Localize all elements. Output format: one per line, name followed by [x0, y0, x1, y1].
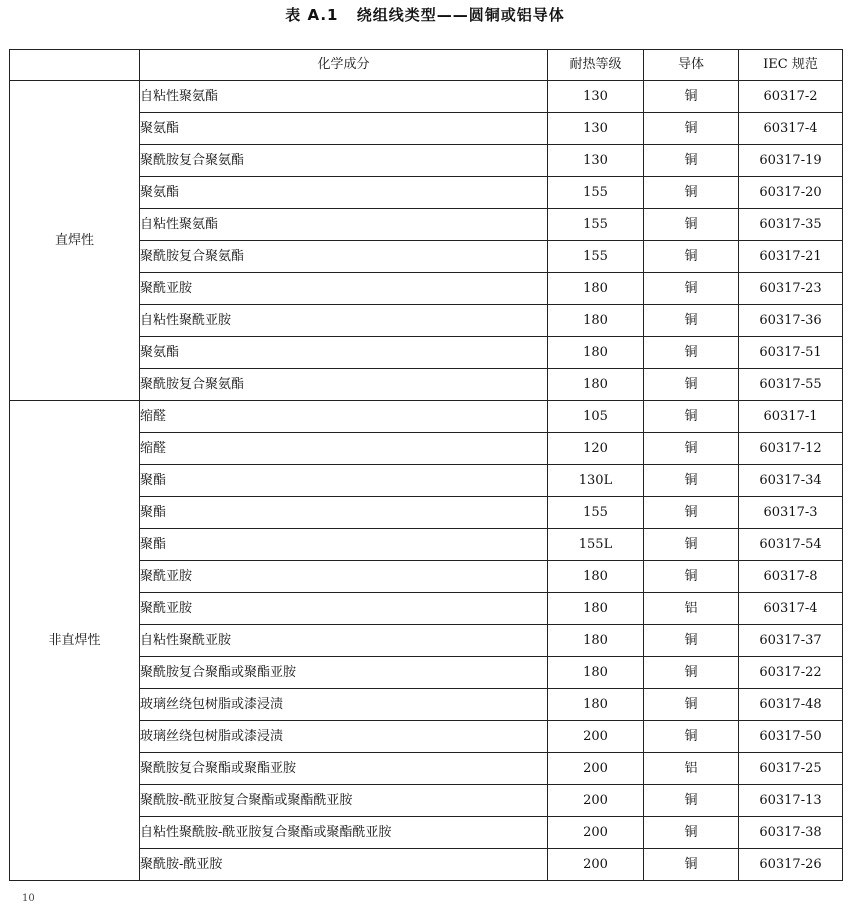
table-title: [0, 4, 850, 25]
conductor-cell: 铜: [644, 401, 739, 433]
chemical-composition-cell: 自粘性聚氨酯: [140, 81, 548, 113]
heat-class-cell: 180: [548, 305, 644, 337]
heat-class-cell: 155: [548, 177, 644, 209]
conductor-cell: 铜: [644, 785, 739, 817]
chemical-composition-cell: 玻璃丝绕包树脂或漆浸渍: [140, 721, 548, 753]
iec-spec-cell: 60317-4: [739, 113, 843, 145]
heat-class-cell: 180: [548, 337, 644, 369]
conductor-cell: 铜: [644, 561, 739, 593]
iec-spec-cell: 60317-23: [739, 273, 843, 305]
chemical-composition-cell: 自粘性聚氨酯: [140, 209, 548, 241]
iec-spec-cell: 60317-13: [739, 785, 843, 817]
chemical-composition-cell: 聚酰胺复合聚氨酯: [140, 145, 548, 177]
chemical-composition-cell: 缩醛: [140, 433, 548, 465]
heat-class-cell: 130: [548, 113, 644, 145]
header-conductor: 导体: [644, 50, 739, 81]
iec-spec-cell: 60317-34: [739, 465, 843, 497]
iec-spec-cell: 60317-48: [739, 689, 843, 721]
heat-class-cell: 130L: [548, 465, 644, 497]
heat-class-cell: 120: [548, 433, 644, 465]
heat-class-cell: 155L: [548, 529, 644, 561]
chemical-composition-cell: 自粘性聚酰亚胺: [140, 305, 548, 337]
iec-spec-cell: 60317-26: [739, 849, 843, 881]
iec-spec-cell: 60317-54: [739, 529, 843, 561]
chemical-composition-cell: 缩醛: [140, 401, 548, 433]
table-row: [10, 81, 843, 113]
conductor-cell: 铜: [644, 337, 739, 369]
heat-class-cell: 180: [548, 593, 644, 625]
chemical-composition-cell: 聚酰亚胺: [140, 273, 548, 305]
iec-spec-cell: 60317-35: [739, 209, 843, 241]
heat-class-cell: 180: [548, 273, 644, 305]
header-heat-class: 耐热等级: [548, 50, 644, 81]
chemical-composition-cell: 玻璃丝绕包树脂或漆浸渍: [140, 689, 548, 721]
chemical-composition-cell: 聚酯: [140, 497, 548, 529]
chemical-composition-cell: 自粘性聚酰胺-酰亚胺复合聚酯或聚酯酰亚胺: [140, 817, 548, 849]
conductor-cell: 铜: [644, 817, 739, 849]
iec-spec-cell: 60317-21: [739, 241, 843, 273]
chemical-composition-cell: 聚酰胺复合聚酯或聚酯亚胺: [140, 657, 548, 689]
iec-spec-cell: 60317-3: [739, 497, 843, 529]
chemical-composition-cell: 聚酯: [140, 465, 548, 497]
heat-class-cell: 155: [548, 241, 644, 273]
conductor-cell: 铝: [644, 593, 739, 625]
iec-spec-cell: 60317-4: [739, 593, 843, 625]
conductor-cell: 铜: [644, 625, 739, 657]
conductor-cell: 铜: [644, 721, 739, 753]
heat-class-cell: 200: [548, 849, 644, 881]
heat-class-cell: 200: [548, 753, 644, 785]
conductor-cell: 铜: [644, 177, 739, 209]
conductor-cell: 铜: [644, 849, 739, 881]
chemical-composition-cell: 聚酰胺-酰亚胺复合聚酯或聚酯酰亚胺: [140, 785, 548, 817]
iec-spec-cell: 60317-25: [739, 753, 843, 785]
conductor-cell: 铜: [644, 305, 739, 337]
iec-spec-cell: 60317-1: [739, 401, 843, 433]
heat-class-cell: 155: [548, 497, 644, 529]
chemical-composition-cell: 聚氨酯: [140, 177, 548, 209]
chemical-composition-cell: 聚酰胺复合聚酯或聚酯亚胺: [140, 753, 548, 785]
iec-spec-cell: 60317-2: [739, 81, 843, 113]
conductor-cell: 铜: [644, 209, 739, 241]
iec-spec-cell: 60317-36: [739, 305, 843, 337]
heat-class-cell: 130: [548, 81, 644, 113]
table-row: [10, 401, 843, 433]
conductor-cell: 铜: [644, 81, 739, 113]
iec-spec-cell: 60317-22: [739, 657, 843, 689]
heat-class-cell: 200: [548, 785, 644, 817]
conductor-cell: 铜: [644, 273, 739, 305]
chemical-composition-cell: 聚酰亚胺: [140, 561, 548, 593]
conductor-cell: 铜: [644, 113, 739, 145]
solderability-group-label: 直焊性: [10, 81, 140, 401]
iec-spec-cell: 60317-8: [739, 561, 843, 593]
iec-spec-cell: 60317-12: [739, 433, 843, 465]
conductor-cell: 铜: [644, 529, 739, 561]
chemical-composition-cell: 聚酰胺-酰亚胺: [140, 849, 548, 881]
page-number: 10: [22, 893, 35, 904]
iec-spec-cell: 60317-51: [739, 337, 843, 369]
conductor-cell: 铜: [644, 241, 739, 273]
conductor-cell: 铜: [644, 689, 739, 721]
iec-spec-cell: 60317-55: [739, 369, 843, 401]
heat-class-cell: 180: [548, 369, 644, 401]
table-number: 表 A.1: [285, 6, 339, 24]
table-body: [10, 81, 843, 881]
winding-wire-table: [9, 49, 843, 881]
solderability-group-label: 非直焊性: [10, 401, 140, 881]
chemical-composition-cell: 聚酰胺复合聚氨酯: [140, 369, 548, 401]
heat-class-cell: 105: [548, 401, 644, 433]
table-caption: 绕组线类型——圆铜或铝导体: [356, 6, 565, 24]
conductor-cell: 铜: [644, 433, 739, 465]
chemical-composition-cell: 聚酯: [140, 529, 548, 561]
heat-class-cell: 200: [548, 817, 644, 849]
header-iec: IEC 规范: [739, 50, 843, 81]
conductor-cell: 铜: [644, 369, 739, 401]
iec-spec-cell: 60317-38: [739, 817, 843, 849]
conductor-cell: 铜: [644, 657, 739, 689]
chemical-composition-cell: 聚氨酯: [140, 113, 548, 145]
iec-spec-cell: 60317-37: [739, 625, 843, 657]
iec-spec-cell: 60317-20: [739, 177, 843, 209]
iec-spec-cell: 60317-50: [739, 721, 843, 753]
header-row: [10, 50, 843, 81]
iec-spec-cell: 60317-19: [739, 145, 843, 177]
heat-class-cell: 180: [548, 689, 644, 721]
heat-class-cell: 180: [548, 657, 644, 689]
conductor-cell: 铝: [644, 753, 739, 785]
heat-class-cell: 130: [548, 145, 644, 177]
header-chemical: 化学成分: [140, 50, 548, 81]
heat-class-cell: 180: [548, 625, 644, 657]
chemical-composition-cell: 自粘性聚酰亚胺: [140, 625, 548, 657]
heat-class-cell: 155: [548, 209, 644, 241]
conductor-cell: 铜: [644, 465, 739, 497]
heat-class-cell: 180: [548, 561, 644, 593]
heat-class-cell: 200: [548, 721, 644, 753]
header-group: [10, 50, 140, 81]
chemical-composition-cell: 聚酰亚胺: [140, 593, 548, 625]
conductor-cell: 铜: [644, 145, 739, 177]
conductor-cell: 铜: [644, 497, 739, 529]
chemical-composition-cell: 聚氨酯: [140, 337, 548, 369]
chemical-composition-cell: 聚酰胺复合聚氨酯: [140, 241, 548, 273]
